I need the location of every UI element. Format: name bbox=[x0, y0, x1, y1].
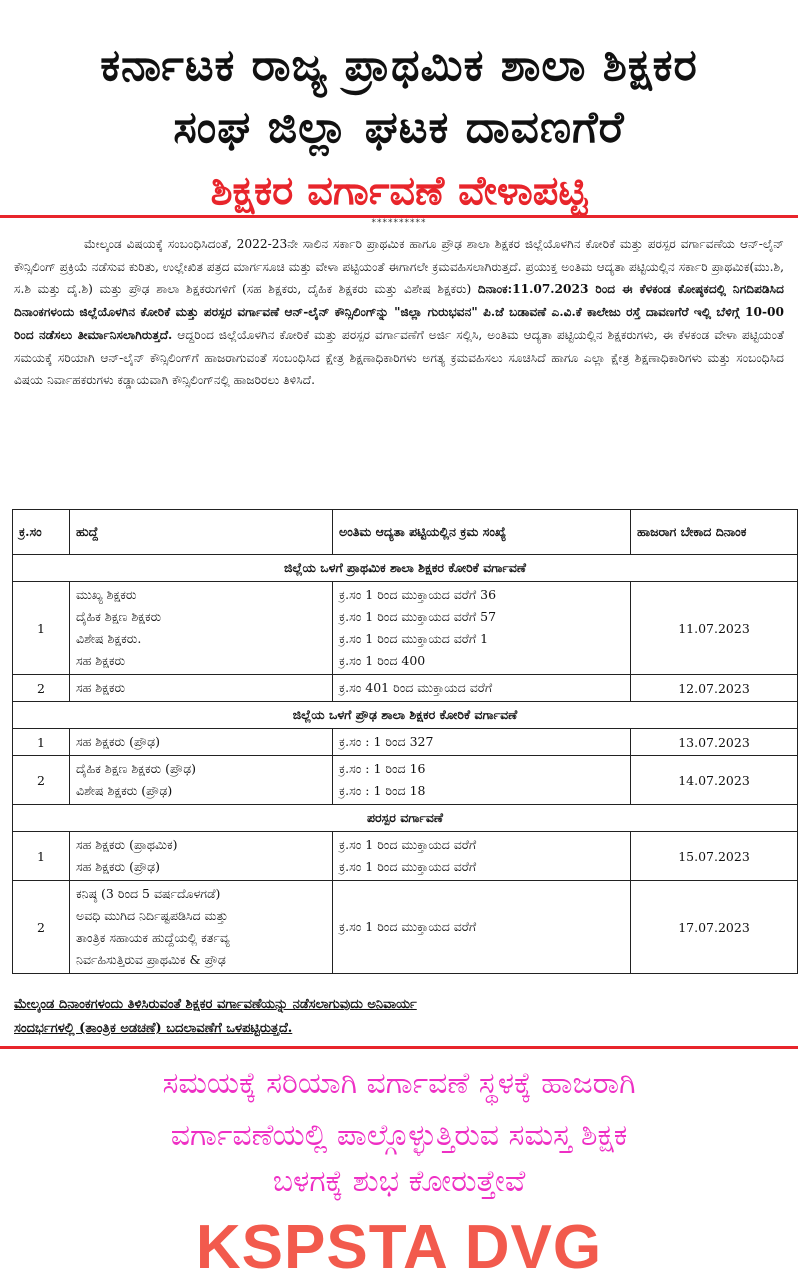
intro-text-1: ಮೇಲ್ಕಂಡ ವಿಷಯಕ್ಕೆ ಸಂಬಂಧಿಸಿದಂತೆ, 2022-23ನೇ ಸಾಲಿನ ಸರ್ಕಾರಿ ಪ್ರಾಥಮಿಕ ಹಾಗೂ ಪ್ರೌಢ ಶಾಲಾ ಶಿಕ್ಷಕರ ಜಿಲ್ಲೆಯೊಳಗಿನ ಕೋರಿಕೆ ಮತ್ತು ಪರಸ್ಪರ ವರ್ಗಾವಣೆಯ ಆನ್-ಲೈನ್ ಕೌನ್ಸಿಲಿಂಗ್ ಪ್ರಕ್ರಿಯೆ ನಡೆಸುವ ಕುರಿತು, ಉಲ್ಲೇಖಿತ ಪತ್ರದ ಮಾರ್ಗಸೂಚಿ ಮತ್ತು ವೇಳಾ ಪಟ್ಟಿಯಂತೆ ಈಗಾಗಲೇ ಕ್ರಮವಹಿಸಲಾಗಿರುತ್ತದೆ. ಪ್ರಯುಕ್ತ ಅಂತಿಮ ಆದ್ಯತಾ ಪಟ್ಟಿಯಲ್ಲಿನ ಸರ್ಕಾರಿ ಪ್ರಾಥಮಿಕ(ಮು.ಶಿ, ಸ.ಶಿ ಮತ್ತು ದೈ.ಶಿ) ಮತ್ತು ಪ್ರೌಢ ಶಾಲಾ ಶಿಕ್ಷಕರುಗಳಿಗೆ (ಸಹ ಶಿಕ್ಷಕರು, ದೈಹಿಕ ಶಿಕ್ಷಕರು ಮತ್ತು ವಿಶೇಷ ಶಿಕ್ಷಕರು) bbox=[14, 237, 784, 297]
post-line: ದೈಹಿಕ ಶಿಕ್ಷಣ ಶಿಕ್ಷಕರು bbox=[76, 609, 162, 624]
post-line: ವಿಶೇಷ ಶಿಕ್ಷಕರು (ಪ್ರೌಢ) bbox=[76, 783, 173, 798]
table-row bbox=[13, 832, 798, 881]
row-serial: 1 bbox=[13, 832, 70, 881]
row-serial: 1 bbox=[13, 729, 70, 756]
post-cell bbox=[70, 675, 333, 702]
message-line-1: ಸಮಯಕ್ಕೆ ಸರಿಯಾಗಿ ವರ್ಗಾವಣೆ ಸ್ಥಳಕ್ಕೆ ಹಾಜರಾಗಿ bbox=[162, 1066, 636, 1101]
star-divider: ********** bbox=[371, 218, 427, 228]
rank-line: ಕ್ರ.ಸಂ : 1 ರಿಂದ 16 bbox=[339, 761, 426, 776]
rank-cell bbox=[333, 881, 631, 974]
rank-line: ಕ್ರ.ಸಂ 1 ರಿಂದ ಮುಕ್ತಾಯದ ವರೆಗೆ bbox=[339, 837, 477, 852]
post-line: ಸಹ ಶಿಕ್ಷಕರು (ಪ್ರೌಢ) bbox=[76, 734, 161, 749]
message-line-3: ಬಳಗಕ್ಕೆ ಶುಭ ಕೋರುತ್ತೇವೆ bbox=[272, 1164, 526, 1199]
post-cell bbox=[70, 881, 333, 974]
rank-line: ಕ್ರ.ಸಂ 1 ರಿಂದ 400 bbox=[339, 653, 426, 668]
rank-cell bbox=[333, 729, 631, 756]
rank-line: ಕ್ರ.ಸಂ : 1 ರಿಂದ 327 bbox=[339, 734, 434, 749]
rank-line: ಕ್ರ.ಸಂ 1 ರಿಂದ ಮುಕ್ತಾಯದ ವರೆಗೆ 1 bbox=[339, 631, 489, 646]
title-line-2: ಸಂಘ ಜಿಲ್ಲಾ ಘಟಕ ದಾವಣಗೆರೆ bbox=[173, 102, 625, 153]
table-row bbox=[13, 582, 798, 675]
row-serial: 2 bbox=[13, 881, 70, 974]
post-cell bbox=[70, 832, 333, 881]
row-date: 11.07.2023 bbox=[631, 582, 798, 675]
rank-line: ಕ್ರ.ಸಂ 1 ರಿಂದ ಮುಕ್ತಾಯದ ವರೆಗೆ 57 bbox=[339, 609, 497, 624]
rank-line: ಕ್ರ.ಸಂ 1 ರಿಂದ ಮುಕ್ತಾಯದ ವರೆಗೆ 36 bbox=[339, 587, 497, 602]
post-line: ಸಹ ಶಿಕ್ಷಕರು (ಪ್ರಾಥಮಿಕ) bbox=[76, 837, 178, 852]
post-cell bbox=[70, 729, 333, 756]
row-date: 17.07.2023 bbox=[631, 881, 798, 974]
footer-brand: KSPSTA DVG bbox=[195, 1213, 603, 1282]
table-row bbox=[13, 675, 798, 702]
table-row bbox=[13, 729, 798, 756]
row-date: 13.07.2023 bbox=[631, 729, 798, 756]
post-line: ವಿಶೇಷ ಶಿಕ್ಷಕರು. bbox=[76, 631, 142, 646]
post-line: ಸಹ ಶಿಕ್ಷಕರು bbox=[76, 653, 126, 668]
header-rank: ಅಂತಿಮ ಆದ್ಯತಾ ಪಟ್ಟಿಯಲ್ಲಿನ ಕ್ರಮ ಸಂಖ್ಯೆ bbox=[333, 510, 631, 555]
row-serial: 1 bbox=[13, 582, 70, 675]
intro-text-3: ಆದ್ದರಿಂದ ಜಿಲ್ಲೆಯೊಳಗಿನ ಕೋರಿಕೆ ಮತ್ತು ಪರಸ್ಪರ ವರ್ಗಾವಣೆಗೆ ಅರ್ಜಿ ಸಲ್ಲಿಸಿ, ಅಂತಿಮ ಆದ್ಯತಾ ಪಟ್ಟಿಯಲ್ಲಿನ ಶಿಕ್ಷಕರುಗಳು, ಈ ಕೆಳಕಂಡ ವೇಳಾ ಪಟ್ಟಿಯಂತೆ ಸಮಯಕ್ಕೆ ಸರಿಯಾಗಿ ಆನ್-ಲೈನ್ ಕೌನ್ಸಿಲಿಂಗ್‌ಗೆ ಹಾಜರಾಗುವಂತೆ ಸಂಬಂಧಿಸಿದ ಕ್ಷೇತ್ರ ಶಿಕ್ಷಣಾಧಿಕಾರಿಗಳು ಅಗತ್ಯ ಕ್ರಮವಹಿಸಲು ಸೂಚಿಸಿದೆ ಹಾಗೂ ಎಲ್ಲಾ ಕ್ಷೇತ್ರ ಶಿಕ್ಷಣಾಧಿಕಾರಿಗಳು ಮತ್ತು ಸಂಬಂಧಿಸಿದ ವಿಷಯ ನಿರ್ವಾಹಕರುಗಳು ಕಡ್ಡಾಯವಾಗಿ ಕೌನ್ಸಿಲಿಂಗ್‌ನಲ್ಲಿ ಹಾಜರಿರಲು ತಿಳಿಸಿದೆ. bbox=[14, 327, 784, 388]
post-line: ಮುಖ್ಯ ಶಿಕ್ಷಕರು bbox=[76, 587, 137, 602]
page-subtitle: ಶಿಕ್ಷಕರ ವರ್ಗಾವಣೆ ವೇಳಾಪಟ್ಟಿ bbox=[210, 168, 588, 214]
footnote-line-1: ಮೇಲ್ಕಂಡ ದಿನಾಂಕಗಳಂದು ತಿಳಿಸಿರುವಂತೆ ಶಿಕ್ಷಕರ ವರ್ಗಾವಣೆಯನ್ನು ನಡೆಸಲಾಗುವುದು ಅನಿವಾರ್ಯ bbox=[14, 997, 417, 1012]
post-line: ಸಹ ಶಿಕ್ಷಕರು bbox=[76, 680, 126, 695]
intro-paragraph bbox=[14, 233, 784, 392]
row-date: 15.07.2023 bbox=[631, 832, 798, 881]
table-header-row bbox=[13, 510, 798, 555]
rank-line: ಕ್ರ.ಸಂ 1 ರಿಂದ ಮುಕ್ತಾಯದ ವರೆಗೆ bbox=[339, 859, 477, 874]
rank-cell bbox=[333, 832, 631, 881]
message-line-2: ವರ್ಗಾವಣೆಯಲ್ಲಿ ಪಾಲ್ಗೊಳ್ಳುತ್ತಿರುವ ಸಮಸ್ತ ಶಿಕ್ಷಕ bbox=[170, 1118, 628, 1153]
row-serial: 2 bbox=[13, 675, 70, 702]
post-cell bbox=[70, 756, 333, 805]
row-serial: 2 bbox=[13, 756, 70, 805]
rank-line: ಕ್ರ.ಸಂ 1 ರಿಂದ ಮುಕ್ತಾಯದ ವರೆಗೆ bbox=[339, 919, 477, 934]
rank-line: ಕ್ರ.ಸಂ 401 ರಿಂದ ಮುಕ್ತಾಯದ ವರೆಗೆ bbox=[339, 680, 493, 695]
section-header-row bbox=[13, 555, 798, 582]
title-line-1: ಕರ್ನಾಟಕ ರಾಜ್ಯ ಪ್ರಾಥಮಿಕ ಶಾಲಾ ಶಿಕ್ಷಕರ bbox=[100, 40, 698, 91]
header-date: ಹಾಜರಾಗ ಬೇಕಾದ ದಿನಾಂಕ bbox=[631, 510, 798, 555]
post-line: ಕನಿಷ್ಠ (3 ರಿಂದ 5 ವರ್ಷದೊಳಗಡೆ) bbox=[76, 886, 221, 901]
section-title: ಜಿಲ್ಲೆಯ ಒಳಗೆ ಪ್ರೌಢ ಶಾಲಾ ಶಿಕ್ಷಕರ ಕೋರಿಕೆ ವರ್ಗಾವಣೆ bbox=[13, 702, 798, 729]
section-header-row bbox=[13, 805, 798, 832]
rank-line: ಕ್ರ.ಸಂ : 1 ರಿಂದ 18 bbox=[339, 783, 426, 798]
message-divider-line bbox=[0, 1046, 798, 1049]
header-banner bbox=[0, 0, 798, 218]
rank-cell bbox=[333, 675, 631, 702]
table-row bbox=[13, 881, 798, 974]
post-line: ತಾಂತ್ರಿಕ ಸಹಾಯಕ ಹುದ್ದೆಯಲ್ಲಿ ಕರ್ತವ್ಯ bbox=[76, 930, 230, 945]
header-serial: ಕ್ರ.ಸಂ bbox=[13, 510, 70, 555]
post-line: ನಿರ್ವಹಿಸುತ್ತಿರುವ ಪ್ರಾಥಮಿಕ & ಪ್ರೌಢ bbox=[76, 952, 226, 967]
section-header-row bbox=[13, 702, 798, 729]
post-cell bbox=[70, 582, 333, 675]
section-title: ಜಿಲ್ಲೆಯ ಒಳಗೆ ಪ್ರಾಥಮಿಕ ಶಾಲಾ ಶಿಕ್ಷಕರ ಕೋರಿಕೆ ವರ್ಗಾವಣೆ bbox=[13, 555, 798, 582]
post-line: ಅವಧಿ ಮುಗಿದ ನಿರ್ದಿಷ್ಟಪಡಿಸಿದ ಮತ್ತು bbox=[76, 908, 229, 923]
rank-cell bbox=[333, 756, 631, 805]
schedule-table bbox=[12, 509, 798, 974]
footnote bbox=[14, 993, 784, 1041]
footnote-line-2: ಸಂದರ್ಭಗಳಲ್ಲಿ (ತಾಂತ್ರಿಕ ಅಡಚಣೆ) ಬದಲಾವಣೆಗೆ ಒಳಪಟ್ಟಿರುತ್ತದೆ. bbox=[14, 1021, 293, 1036]
section-title: ಪರಸ್ಪರ ವರ್ಗಾವಣೆ bbox=[13, 805, 798, 832]
post-line: ದೈಹಿಕ ಶಿಕ್ಷಣ ಶಿಕ್ಷಕರು (ಪ್ರೌಢ) bbox=[76, 761, 197, 776]
header-post: ಹುದ್ದೆ bbox=[70, 510, 333, 555]
row-date: 14.07.2023 bbox=[631, 756, 798, 805]
row-date: 12.07.2023 bbox=[631, 675, 798, 702]
table-row bbox=[13, 756, 798, 805]
post-line: ಸಹ ಶಿಕ್ಷಕರು (ಪ್ರೌಢ) bbox=[76, 859, 161, 874]
rank-cell bbox=[333, 582, 631, 675]
intro-text-bold: ದಿನಾಂಕ:11.07.2023 ರಿಂದ ಈ ಕೆಳಕಂಡ ಕೋಷ್ಠಕದಲ್ಲಿ ನಿಗದಿಪಡಿಸಿದ ದಿನಾಂಕಗಳಂದು ಜಿಲ್ಲೆಯೊಳಗಿನ ಕೋರಿಕೆ ಮತ್ತು ಪರಸ್ಪರ ವರ್ಗಾವಣೆ ಆನ್-ಲೈನ್ ಕೌನ್ಸಿಲಿಂಗ್‌ನ್ನು "ಜಿಲ್ಲಾ ಗುರುಭವನ" ಪಿ.ಜೆ ಬಡಾವಣೆ ಎ.ವಿ.ಕೆ ಕಾಲೇಜು ರಸ್ತೆ ದಾವಣಗೆರೆ ಇಲ್ಲಿ ಬೆಳಿಗ್ಗೆ 10-00 ರಿಂದ ನಡೆಸಲು ತೀರ್ಮಾನಿಸಲಾಗಿರುತ್ತದೆ. bbox=[14, 282, 784, 342]
